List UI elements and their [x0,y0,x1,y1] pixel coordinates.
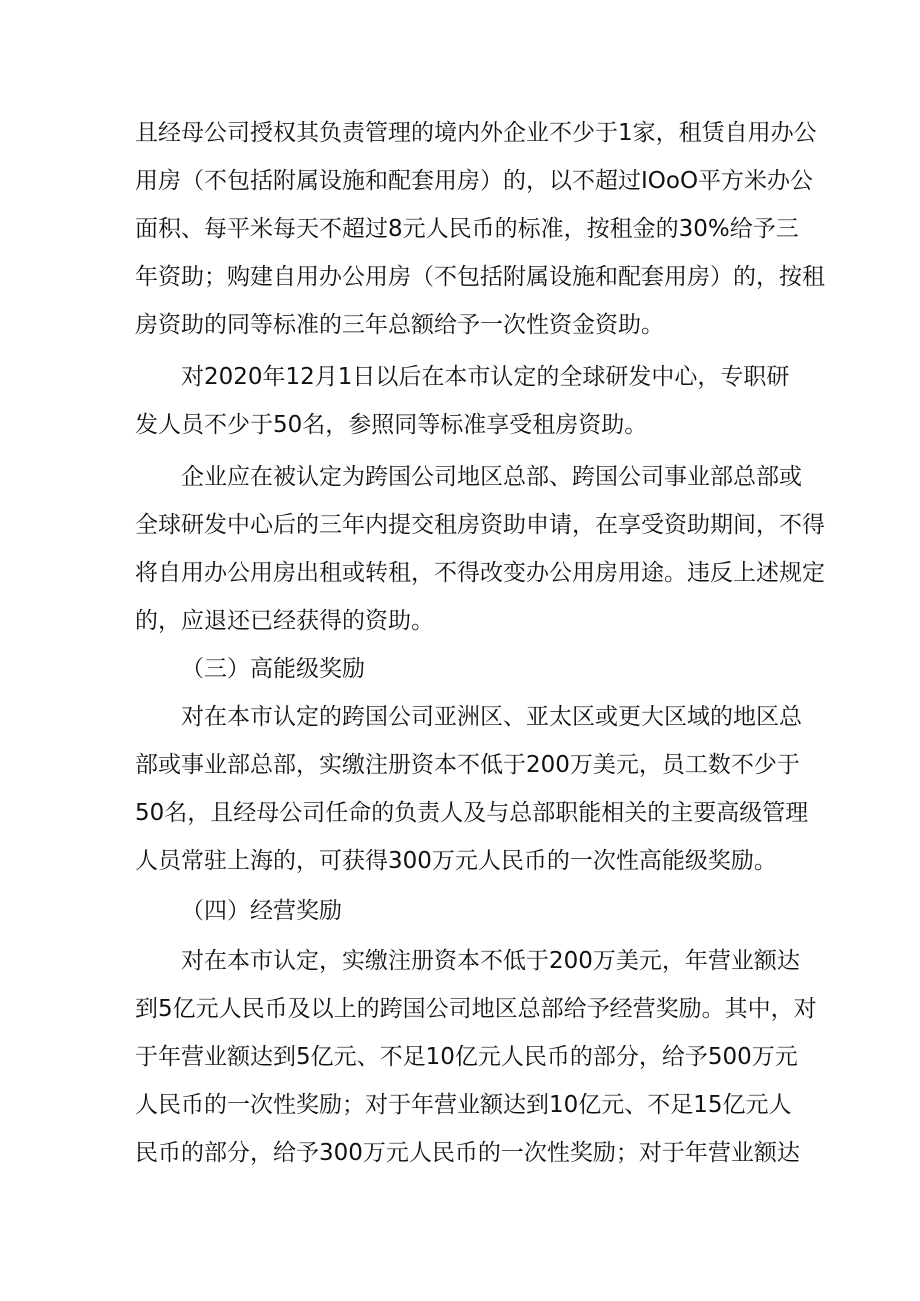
paragraph-line: 企业应在被认定为跨国公司地区总部、跨国公司事业部总部或 [181,464,802,490]
paragraph-line: 对在本市认定，实缴注册资本不低于200万美元，年营业额达 [181,948,800,974]
paragraph-line: 且经母公司授权其负责管理的境内外企业不少于1家，租赁自用办公 [135,120,817,146]
paragraph-line: 于年营业额达到5亿元、不足10亿元人民币的部分，给予500万元 [135,1044,798,1070]
paragraph-line: 民币的部分，给予300万元人民币的一次性奖励；对于年营业额达 [135,1140,800,1166]
paragraph-line: 到5亿元人民币及以上的跨国公司地区总部给予经营奖励。其中，对 [135,996,817,1022]
paragraph-line: 发人员不少于50名，参照同等标准享受租房资助。 [135,412,648,438]
paragraph-line: 的，应退还已经获得的资助。 [135,608,434,634]
paragraph-line: 部或事业部总部，实缴注册资本不低于200万美元，员工数不少于 [135,752,800,778]
paragraph-line: 人员常驻上海的，可获得300万元人民币的一次性高能级奖励。 [135,848,777,874]
paragraph-line: 对在本市认定的跨国公司亚洲区、亚太区或更大区域的地区总 [181,704,802,730]
paragraph-line: 房资助的同等标准的三年总额给予一次性资金资助。 [135,312,664,338]
paragraph-line: 全球研发中心后的三年内提交租房资助申请，在享受资助期间，不得 [135,512,825,538]
section-heading: （四）经营奖励 [181,898,342,924]
paragraph-line: 年资助；购建自用办公用房（不包括附属设施和配套用房）的，按租 [135,264,825,290]
paragraph-line: 对2020年12月1日以后在本市认定的全球研发中心，专职研 [181,364,790,390]
paragraph-line: 用房（不包括附属设施和配套用房）的，以不超过IOoO平方米办公 [135,168,814,194]
paragraph-line: 将自用办公用房出租或转租，不得改变办公用房用途。违反上述规定 [135,560,825,586]
paragraph-line: 面积、每平米每天不超过8元人民币的标准，按租金的30%给予三 [135,216,799,242]
paragraph-line: 50名，且经母公司任命的负责人及与总部职能相关的主要高级管理 [135,800,809,826]
section-heading: （三）高能级奖励 [181,656,365,682]
paragraph-line: 人民币的一次性奖励；对于年营业额达到10亿元、不足15亿元人 [135,1092,792,1118]
